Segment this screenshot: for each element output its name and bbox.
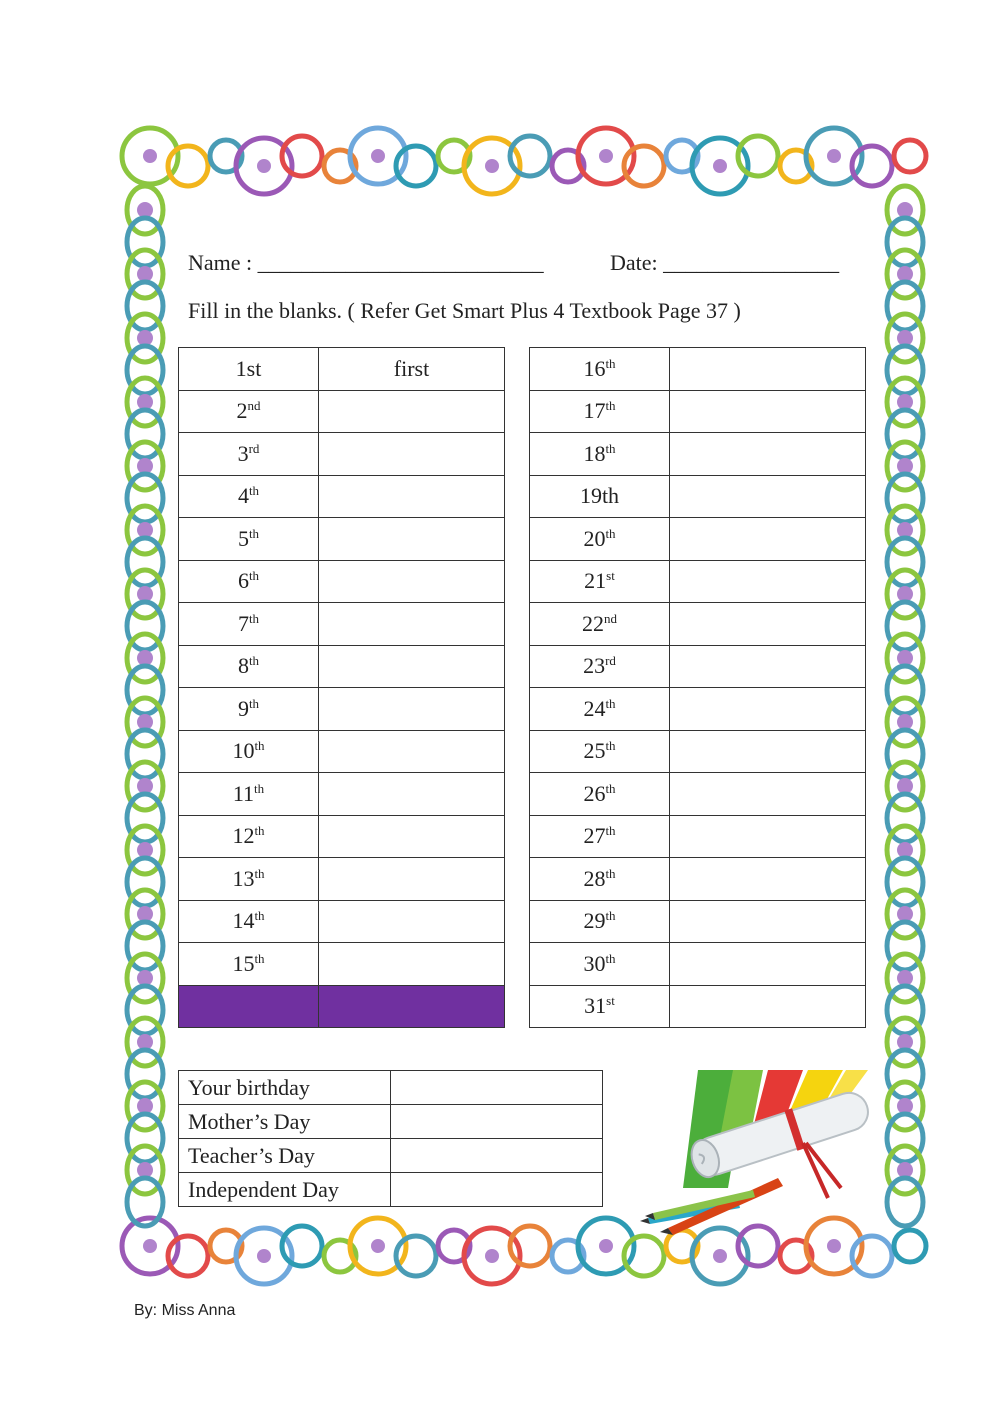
ordinal-word-answer-cell[interactable] [319,433,505,476]
ordinal-word-answer-cell[interactable] [319,943,505,986]
ordinal-number: 16 [583,355,606,381]
ordinal-number: 28 [583,865,606,891]
ordinal-suffix: nd [247,398,261,414]
ordinal-number-cell [179,475,319,518]
ordinal-table-right [529,347,866,1028]
filled-row [179,985,505,1028]
ordinal-number-cell [530,730,670,773]
ordinal-number: 19 [579,483,602,509]
ordinal-number: 10 [232,738,255,764]
day-answer-cell[interactable] [391,1105,603,1139]
ordinal-number: 6 [237,568,249,594]
ordinal-number-cell [530,985,670,1028]
ordinal-number: 11 [232,780,255,806]
ordinal-suffix: rd [248,440,260,456]
ordinal-word-answer-cell[interactable]: first [319,348,505,391]
table-row [179,518,505,561]
border-dot [599,149,613,163]
border-dot [371,149,385,163]
ordinal-number-cell [179,900,319,943]
special-days-table [178,1070,603,1207]
table-row [179,390,505,433]
ordinal-number: 7 [237,610,249,636]
ordinal-suffix: th [254,738,265,754]
day-answer-cell[interactable] [391,1139,603,1173]
ordinal-word-answer-cell[interactable] [670,688,866,731]
ordinal-suffix: st [246,355,262,381]
ordinal-number-cell [530,433,670,476]
ordinal-suffix: th [254,908,265,924]
name-field-label[interactable]: Name : __________________________ [188,250,544,275]
ordinal-number: 25 [583,738,606,764]
ordinal-word-answer-cell[interactable] [670,815,866,858]
ordinal-suffix: th [254,865,265,881]
table-row [530,433,866,476]
ordinal-suffix: th [248,610,260,626]
ordinal-number: 24 [583,695,606,721]
ordinal-word-answer-cell[interactable] [319,645,505,688]
ordinal-number: 8 [237,653,249,679]
table-row [530,943,866,986]
table-row [530,348,866,391]
border-dot [713,1249,727,1263]
border-dot [257,1249,271,1263]
table-row [530,603,866,646]
border-ring [894,1230,926,1262]
table-row [530,475,866,518]
ordinal-word-answer-cell[interactable] [319,603,505,646]
ordinal-number-cell [179,348,319,391]
border-dot [599,1239,613,1253]
ordinal-number-cell [179,390,319,433]
ordinal-word-answer-cell[interactable] [670,475,866,518]
ordinal-word-answer-cell[interactable] [319,773,505,816]
border-dot [485,1249,499,1263]
ordinal-suffix: th [605,780,616,796]
ordinal-number: 26 [583,780,606,806]
ordinal-suffix: th [601,483,620,509]
ordinal-suffix: th [248,695,260,711]
day-label: Teacher’s Day [179,1139,391,1173]
table-row [179,688,505,731]
ordinal-number: 12 [232,823,255,849]
ordinal-suffix: th [254,950,265,966]
border-ring [894,140,926,172]
ordinal-number-cell [179,773,319,816]
table-row [530,518,866,561]
border-dot [485,159,499,173]
ordinal-word-answer-cell[interactable] [319,390,505,433]
border-dot [827,149,841,163]
ordinal-suffix: th [248,483,260,499]
border-dot [143,149,157,163]
table-row [530,773,866,816]
ordinal-suffix: rd [605,653,616,669]
ordinal-number-cell [530,900,670,943]
table-row [530,560,866,603]
ordinal-number: 20 [583,525,606,551]
ordinal-number: 9 [237,695,249,721]
ordinal-number-cell [530,858,670,901]
ordinal-suffix: th [605,525,616,541]
border-link [887,1178,923,1226]
table-row [179,560,505,603]
table-row [179,1105,603,1139]
table-row [179,433,505,476]
table-row [179,603,505,646]
ordinal-word-answer-cell[interactable] [670,900,866,943]
ordinal-suffix: nd [604,610,617,626]
table-row [530,815,866,858]
ordinal-word-answer-cell[interactable] [319,900,505,943]
author-credit: By: Miss Anna [134,1302,236,1319]
ordinal-number: 1 [235,355,247,381]
ordinal-number-cell [179,688,319,731]
ordinal-word-answer-cell[interactable] [670,645,866,688]
table-row [530,645,866,688]
ordinal-number-cell [179,518,319,561]
ordinal-number: 17 [583,398,606,424]
ordinal-number-cell [530,773,670,816]
ordinal-suffix: th [254,780,265,796]
ordinal-suffix: th [605,738,616,754]
ordinal-number-cell [179,815,319,858]
ordinal-number: 13 [232,865,255,891]
ordinal-number: 31 [584,993,607,1019]
ordinal-number: 2 [236,398,248,424]
ordinal-number-cell [530,390,670,433]
instruction-text: Fill in the blanks. ( Refer Get Smart Plus 4 Textbook Page 37 ) [188,298,741,323]
filled-cell [179,985,319,1028]
table-row [179,730,505,773]
ordinal-word-answer-cell[interactable] [670,390,866,433]
table-row [530,730,866,773]
ordinal-number: 15 [232,950,255,976]
ordinal-number-cell [179,858,319,901]
ordinal-suffix: st [606,993,615,1009]
ordinal-number-cell [179,433,319,476]
ordinal-word-answer-cell[interactable] [670,433,866,476]
ordinal-number-cell [530,560,670,603]
ordinal-word-answer-cell[interactable] [670,773,866,816]
border-dot [713,159,727,173]
ordinal-word-answer-cell[interactable] [319,858,505,901]
ordinal-number-cell [530,815,670,858]
ordinal-number-cell [530,645,670,688]
ordinal-number-cell [179,560,319,603]
border-dot [257,159,271,173]
ordinal-number-cell [530,518,670,561]
ordinal-suffix: th [248,525,260,541]
ordinal-suffix: th [605,355,616,371]
table-row [530,688,866,731]
ordinal-number: 21 [584,568,607,594]
ordinal-number: 29 [583,908,606,934]
ordinal-word-answer-cell[interactable] [319,688,505,731]
ordinal-suffix: th [248,653,260,669]
day-label: Mother’s Day [179,1105,391,1139]
ordinal-suffix: th [605,398,616,414]
ordinal-word-answer-cell[interactable] [670,858,866,901]
table-row [179,1139,603,1173]
ordinal-word-answer-cell[interactable] [670,985,866,1028]
ordinal-number: 4 [237,483,249,509]
ordinal-word-answer-cell[interactable] [319,730,505,773]
ordinal-word-answer-cell[interactable] [670,560,866,603]
ordinal-number-cell [530,348,670,391]
ordinal-word-answer-cell[interactable] [670,730,866,773]
table-row [179,773,505,816]
table-row [179,815,505,858]
filled-cell [319,985,505,1028]
ordinal-suffix: th [605,823,616,839]
ordinal-number: 27 [583,823,606,849]
ordinal-table-left [178,347,505,1028]
border-dot [143,1239,157,1253]
ordinal-word-answer-cell[interactable] [319,475,505,518]
ordinal-number: 5 [237,525,249,551]
ordinal-suffix: th [605,865,616,881]
day-answer-cell[interactable] [391,1071,603,1105]
ordinal-word-answer-cell[interactable] [670,603,866,646]
table-row [530,858,866,901]
ordinal-number-cell [530,603,670,646]
table-row [530,985,866,1028]
table-row [179,900,505,943]
table-row [530,900,866,943]
day-label: Independent Day [179,1173,391,1207]
border-dot [371,1239,385,1253]
ordinal-suffix: th [605,950,616,966]
table-row [179,348,505,391]
table-row [179,645,505,688]
table-row [179,475,505,518]
ordinal-number-cell [530,688,670,731]
ordinal-word-answer-cell[interactable] [670,518,866,561]
ordinal-word-answer-cell[interactable] [670,348,866,391]
books-scroll-pencils-illustration [638,1068,888,1238]
ordinal-word-answer-cell[interactable] [319,815,505,858]
ordinal-word-answer-cell[interactable] [670,943,866,986]
ordinal-number-cell [179,943,319,986]
ordinal-number-cell [179,645,319,688]
day-answer-cell[interactable] [391,1173,603,1207]
date-field-label[interactable]: Date: ________________ [610,250,840,275]
table-row [179,943,505,986]
ordinal-number-cell [530,943,670,986]
ordinal-number-cell [179,730,319,773]
ordinal-number: 30 [583,950,606,976]
table-row [179,1071,603,1105]
ordinal-number: 22 [582,610,604,636]
ordinal-suffix: th [605,908,616,924]
table-row [179,858,505,901]
ordinal-number: 3 [237,440,249,466]
ordinal-suffix: th [605,440,616,456]
ordinal-number: 23 [583,653,606,679]
day-label: Your birthday [179,1071,391,1105]
ordinal-number: 18 [583,440,606,466]
ordinal-suffix: th [248,568,260,584]
ordinal-word-answer-cell[interactable] [319,560,505,603]
ordinal-number: 14 [232,908,255,934]
table-row [530,390,866,433]
ordinal-word-answer-cell[interactable] [319,518,505,561]
ordinal-number-cell [530,475,670,518]
ordinal-suffix: st [606,568,615,584]
ordinal-suffix: th [605,695,616,711]
ordinal-suffix: th [254,823,265,839]
ordinal-number-cell [179,603,319,646]
table-row [179,1173,603,1207]
border-dot [827,1239,841,1253]
